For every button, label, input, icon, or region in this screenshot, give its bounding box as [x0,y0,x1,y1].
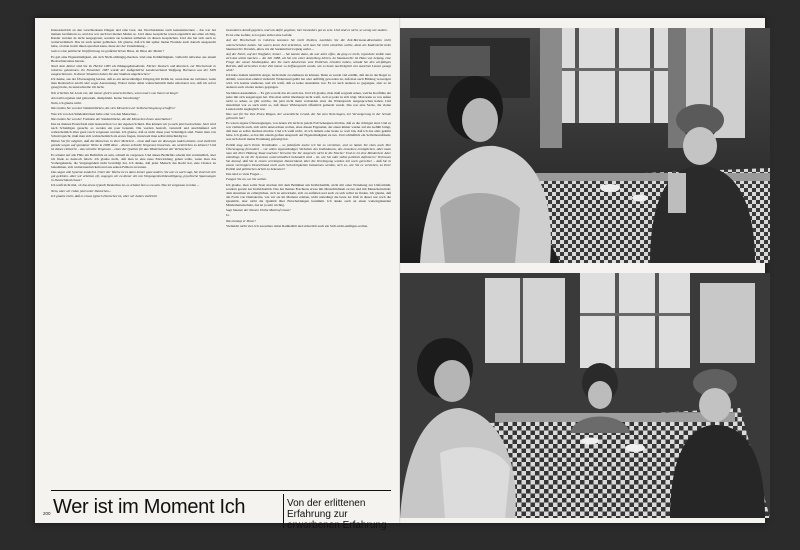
paragraph: Was halten Sie von den Sündenblöcken, die sich Menschen zur Selbstverleugnung schaffen? [51,106,176,111]
paragraph: Sie hätten Ausnahmen ... Es gab sowohl das als auch das. Und ich glaube, man muß sorgsam sehen, welche Konflikte ein jeder mit sich ausgetragen hat. Was man selbst überhaupt nicht weiß, weil es jeder in sich trägt. Man kann es von außen nicht so sehen, es gibt welche, die jetzt nicht mehr vorhanden sind, die Widerspruch ausgesprochen haben. Und manchmal war es auch nicht so, daß dieser Widerspruch öffentlich gemacht wurde. Das war eine Sache, die vielen Leuten nicht zugänglich war. [226,90,391,111]
paragraph: Vielleicht nicht viel. Ich assoziiere dabei Radikalität und sicherlich auch ein Sich-nicht-einfügen-wollen. [226,223,369,228]
text-column-1 [51,28,216,483]
paragraph: Ich glaube, man sollte Staat machen mit dem Bemühen um Individualität, nicht mit einer Erziehung zur Uniformität, sondern gerade zur Individualität. Das hat meines Erachtens etwas mit Menschlichkeit zu tun und mit Menschenwürde: dem einzelnen zu ermöglichen, sich zu entwickeln, sich zu entfalten und auch zu sich selbst zu finden. Ich glaube, daß die Form von Demokratie, wie wir sie im Moment erleben, nicht unbedingt die beste ist. Daß in dieser nur noch die Quantität, aber nicht die Qualität über Entscheidungen bestimmt. Ich denke auch an einen weitestgehenden Minderheitenschutz, das ist ja sehr wichtig. [226,182,391,207]
paragraph: Was ich von den Sündenblöcken halte oder von den Menschen... [51,111,139,116]
headline: Wer ist im Moment Ich [53,496,246,518]
paragraph: Ich glaube nicht, daß es etwas typisch Deutsches ist, aber wir haben vielleicht [51,193,158,198]
paragraph: Ja. [226,213,230,218]
paragraph: besonderen Anlaß gegeben, und uns dafür gegeben, hier besonders gut zu sein. Und sind es nicht, so wenig wie andere. [226,28,388,32]
paragraph: Es ist eine Gefahr, es ist ganz sicher eine Gefahr. [226,33,293,38]
photo-top [400,28,770,263]
paragraph: Haben Sie für möglich, daß die Menschen in ihrer Mehrheit – ohne daß man sie deswegen tadeln könnte, und vielleicht gerade wegen auf spontaner Weise in 2008 diese – dieses schnelle Vergessen brauchen, um weiterleben zu können? Und ist dieses vielleicht – das schnelle Vergessen – einer der Quellen für das Wiederkehren der Verbrechen? [51,139,216,152]
paragraph: Was war für Sie Ihre Prora Ringen, der wesentliche Grund, der Sie zum Nein-Sagen, zur Verweigerung in der Schule gebracht hat? [226,112,391,121]
paragraph: Das sind so viele Fragen ... [226,172,263,177]
paragraph: Es waren eigene Überzeugungen, von denen ich nicht in jedem Fall behaupten möchte, daß es die richtigen sind. Und es war vielleicht auch, sich nicht unterordnen wollen, eben diesen Eigensinn, der einen immer wieder auf ein Gefühl bringt, daß man es selbst machen möchte. Und ich weiß nicht, ob ich damals oder heute so weit bin, daß ich das alles geklärt habe. Ich glaube, es hat mit einem großen Anspruch auf Eigenständigkeit zu tun. Und schließlich ein Selbstbewußtsein, was sich durch meine Erziehung gefestigt hat. [226,121,391,142]
paragraph: Politik mag auch Ihrem Verständnis – so jedenfalls meine ich Sie zu verstehen, und so haben Sie eben auch Ihre Überzeugung formuliert – vor allem eigenständiges Verhalten des Individuums, des einzelnen ermöglichen. Aber kann man mit Ihrer Haltung Staat machen? Verweist Sie Ihr Anspruch nicht in die Nische? Und es ist eine Minderheit. Aber allerdings ist ein Ihr Systemen unterschiedlich behandelt wird – ist, wie Sie oder selbst politisch definieren? Vertrauen Sie darauf, daß Sie in einem vereinigten Deutschland, über die Vereinigung werden mit noch gerechter – daß Sie in einem vereinigten Deutschland nicht auch Schwierigkeiten bekommen werden, sich so, wie Sie es verstehen, zu Ihrer Politik und politischen Arbeit zu bekennen? [226,142,391,171]
photo-bottom [400,273,770,518]
paragraph: Gab es eine politische Verpflichtung im großelterlichen Haus, im Haus der Mutter? [51,49,165,54]
paragraph: Es gab eine Eigenständigkeit, ein sich Nicht-abhängig-machen. Und eine Kritikfähigkeit, vielleicht teilweise aus einem Beobachterstatus heraus. [51,54,216,63]
paragraph: Fangen Sie an, wo Sie wollen. [226,177,267,182]
paragraph: Wie erhielten Sie Leute ein, die immer gleich unterschreiben, wenn man's von ihnen verlangt? [51,90,179,95]
text-column-2 [226,28,391,483]
paragraph: Auf der Hochschule in Güstrow kommen Sie nicht bleiben, nachdem Sie die Zeit-Bormann-Resolution nicht unterschrieben hatten. Sie waren kurze Zeit arbeitslos, weil man Sie nicht einstellen wollte, dann als Kaderstelle beim Staatsarchiv Dresden, dann, bis die Sozialarbeit Leipzig anbot ... [226,38,391,51]
title-rule [51,490,391,491]
paragraph: Ich denke, aus der Überzeugung heraus, daß es ein unverständiger Umgang mit Kritik ist, wenn man sie verbietet, wenn man Redeverbot erteilt oder sogar Ausweisung. Wobei vieles dabei wahrscheinlich mehr emotional war, daß ich sofort gesagt habe, da unterschreibe ich nicht. [51,77,216,90]
paragraph: Was bezeigt er Ihnen? [226,218,256,223]
paragraph: Nein, aber wir reden jetzt unter Deutschen... [51,188,112,193]
title-divider [283,494,284,528]
paragraph: Ich habe damals natürlich Angst, nicht mehr zu studieren zu können. Denn es wurde viel erzählt, daß das in der Regel so abläuft, wenn man einmal vielleicht Widerstand geübt hat oder auffällig geworden ist, daß man auch Bildung verweigert wird. Ich konnte studieren, und ich weiß, daß es keine Ausnahme war. Es ist auch anderen so gegangen, aber es ist anderen auch wieder anders gegangen. [226,73,391,90]
paragraph: Ich weiß nicht mal, ob das etwas typisch Deutsches ist, es scheint fast so zu sein. Das ist vergessen worden ... [51,183,200,188]
paragraph: Das ist meinen Ersatzform zum Ausweichen vor der eigenen Schuld. Das können wir ja auch jetzt beobachten. Jetzt wird nach Schuldigen gesucht, es werden ein paar benannt. Die werden bestraft, verurteilt und anschließend soll wahrscheinlich alles ganz rasch vergessen werden. Ich glaube, daß es nicht diese paar Schuldigen sind. Wenn man von Schuld spricht, muß man sich wahrscheinlich als erstes fragen, inwieweit man selbst mitschuldig ist. [51,122,216,139]
paragraph: Was halten Sie von der Funktion der Sündenblöcke, die die Menschen ihnen unterhalten? [51,116,172,121]
paragraph: Sagt Staaten der Namen Ulrike Meinhof etwas? [226,208,291,213]
paragraph: Auf der Fahrt, auf der Wegfahrt, immer ... Sie kamen dann, da war alles offen, da ging es nicht, irgendwie mußte man sich das selbst machen ... Ab Juli 1988, als Sie von einer Anstellung hörten, im Staatsarchiv im Haus von Leipzig, eine Frage der neuen Studienplatz, den Sie nach Abwischen vom Ehtlichen erhalten haben, sobald Sie den alt-fähigen Betrieb, daß nicht alles in der Zeit immer so hoffnungsvoll wurde, wie es heute nachträglich von manchen Leuten gesagt wird? [226,51,391,72]
paragraph: Es scheint auf alle Fälle ein Bedürfnis zu sein, schnell zu vergessen. Und dieses Bedürfnis scheint mir verständlich, aber ich finde es dennoch falsch. Ich glaube nicht, daß man in eine neue Entwicklung gehen sollte, wenn man das Vorhergehende, die Vergangenheit nicht bewältigt hat. Ich denke, daß jeder Mensch das Recht hat, eine Chance zu bekommen, sich weiterzuentwickeln und aus seinen Fehlern zu lernen. [51,152,216,169]
paragraph: Interessierbich an den verschiedenen Dingen und eine Lust, das Verschiedenste auch kennenzulernen – das war bei meinen Großeltern so, und das war auch bei meiner Mutter so. Und diese Gespräche waren eigentlich uns allen wichtig. Kinder wurden da nicht ausgegrenzt, sondern sie konnten teilhaben an diesen Gesprächen. Und das hat sich auch so weitervermittelt. Das ist auch später geblieben. Ich glaube, daß ich mit später meine Freunde auch danach ausgesucht habe, ob man in mit ihnen sprechen kann, diese Art der Unterhaltung ... [51,28,216,49]
page-number-left: 200 [43,511,51,516]
paragraph: Nach dem Abitur sind Sie im Herbst 1983 als Pädagogikstudentin, Fächer Deutsch und Russisch, zur Hochschule in Güstrow gekommen. Im November 1987 wurde der maßgebliche Landesverband Wolfgang Bormann aus der SPD ausgeschlossen. In dieser Situation haben Sie das Studium abgebrochen? [51,63,216,77]
subheadline: Von der erlittenen Erfahrung zur erworbenen Erfahrung [287,498,387,531]
paragraph: Nein, ich glaube nicht. [51,101,82,106]
paragraph: Als treibt ergeben und gehorsam, disziplinärt. Keine Verachtung? [51,95,140,100]
magazine-spread [35,18,765,531]
paragraph: Das sagen alle Systeme zunächst. Unter der Woche ist es dann immer ganz anders. Sie war es auch sagt, Sie sind mit sich gut gelebten. Aber wir arbeiten oft, wogegen wir zu dieser Art von Vergangenheitsbewältigung, psychische Spannungen in Deutschland etwas? [51,170,216,183]
